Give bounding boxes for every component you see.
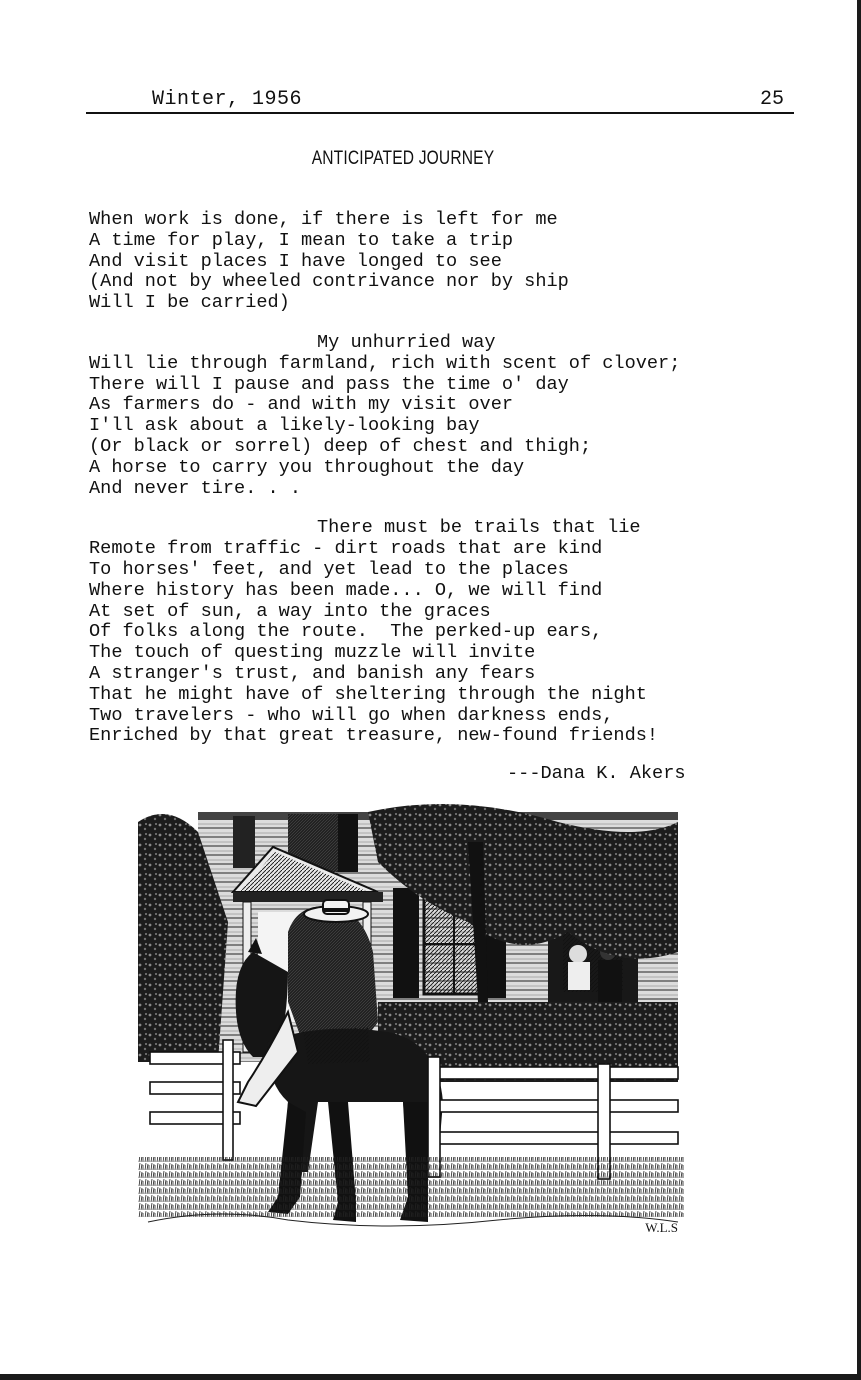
poem-body — [89, 210, 779, 747]
page-number: 25 — [759, 88, 784, 111]
poem-line: That he might have of sheltering through the night — [89, 683, 647, 705]
poem-line: There will I pause and pass the time o' day — [89, 373, 569, 395]
poem-line: (Or black or sorrel) deep of chest and thigh; — [89, 435, 592, 457]
poem-line: And never tire. . . — [89, 477, 302, 499]
poem-line: A horse to carry you throughout the day — [89, 456, 525, 478]
poem-line: I'll ask about a likely-looking bay — [89, 415, 480, 437]
poem-line: The touch of questing muzzle will invite — [89, 642, 536, 664]
artist-signature: W.L.S — [645, 1220, 678, 1235]
poem-line: There must be trails that lie — [317, 517, 641, 539]
poem-line: And visit places I have longed to see — [89, 250, 502, 272]
poem-line: As farmers do - and with my visit over — [89, 394, 514, 416]
poem-line: When work is done, if there is left for me — [89, 209, 558, 230]
poem-line: Of folks along the route. The perked-up ears, — [89, 621, 603, 643]
poem-line: A time for play, I mean to take a trip — [89, 229, 514, 251]
scan-edge — [857, 0, 861, 1380]
poem-line: At set of sun, a way into the graces — [89, 600, 491, 622]
stanza-break — [89, 499, 779, 518]
poem-line: To horses' feet, and yet lead to the places — [89, 558, 569, 580]
engraving-illustration — [138, 802, 684, 1242]
scan-edge — [0, 1374, 861, 1380]
poem-line: Remote from traffic - dirt roads that are kind — [89, 538, 603, 560]
poem-line: Will I be carried) — [89, 292, 290, 314]
poem-line: Will lie through farmland, rich with scent of clover; — [89, 352, 681, 374]
stanza-break — [89, 314, 779, 333]
figure-head — [569, 945, 587, 963]
poem-line: (And not by wheeled contrivance nor by ship — [89, 271, 569, 293]
running-header — [86, 86, 794, 114]
poem-line: A stranger's trust, and banish any fears — [89, 662, 536, 684]
poem-line: My unhurried way — [317, 331, 496, 353]
poem-line: Two travelers - who will go when darkness ends, — [89, 704, 614, 726]
poem-title: ANTICIPATED JOURNEY — [311, 148, 495, 169]
poem-author: ---Dana K. Akers — [507, 763, 686, 784]
issue-season: Winter, 1956 — [152, 88, 303, 111]
ground — [138, 1157, 684, 1226]
poem-line: Enriched by that great treasure, new-found friends! — [89, 725, 659, 747]
poem-line: Where history has been made... O, we will find — [89, 579, 603, 601]
